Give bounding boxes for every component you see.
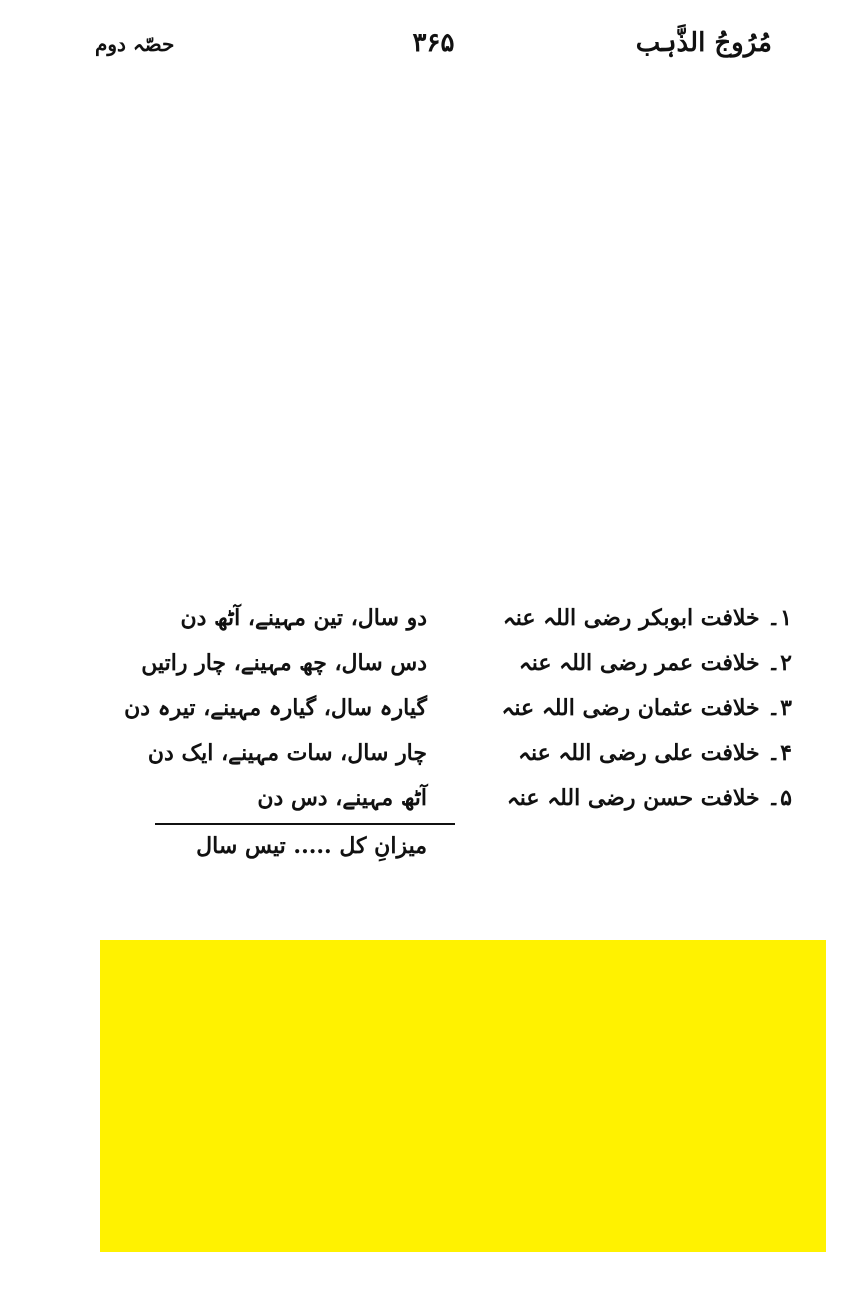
caliphate-name: ۴۔ خلافت علی رضی اللہ عنہ	[518, 740, 792, 766]
caliphate-duration: دو سال، تین مہینے، آٹھ دن	[180, 605, 427, 631]
caliphate-name: ۱۔ خلافت ابوبکر رضی اللہ عنہ	[502, 605, 792, 631]
caliphate-duration: گیارہ سال، گیارہ مہینے، تیرہ دن	[124, 695, 427, 721]
total-divider	[155, 823, 455, 825]
page-number: ۳۶۵	[412, 28, 455, 58]
part-label: حصّہ دوم	[95, 32, 175, 56]
total-line: میزانِ کل ..... تیس سال	[196, 833, 427, 859]
caliphate-name: ۳۔ خلافت عثمان رضی اللہ عنہ	[501, 695, 792, 721]
caliphate-name: ۲۔ خلافت عمر رضی اللہ عنہ	[518, 650, 792, 676]
highlighted-passage	[100, 940, 826, 1252]
caliphate-duration: آٹھ مہینے، دس دن	[257, 785, 427, 811]
caliphate-name: ۵۔ خلافت حسن رضی اللہ عنہ	[506, 785, 792, 811]
page-header	[95, 22, 772, 72]
caliphate-duration: چار سال، سات مہینے، ایک دن	[147, 740, 427, 766]
book-title: مُرُوجُ الذَّہب	[635, 28, 772, 58]
caliphate-duration: دس سال، چھ مہینے، چار راتیں	[141, 650, 427, 676]
